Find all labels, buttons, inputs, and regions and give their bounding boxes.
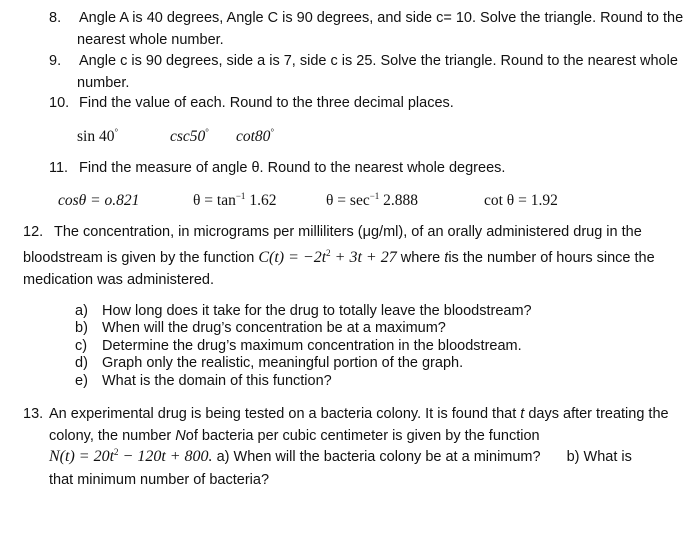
q9-line2: number. bbox=[77, 75, 130, 91]
q12-item-c-label: c) bbox=[75, 338, 88, 354]
q12-number: 12. bbox=[23, 224, 44, 240]
q12-item-d-label: d) bbox=[75, 355, 88, 371]
q11-expr-tan: $\theta = \tan^{-1} 1.62$ bbox=[193, 191, 277, 209]
q12-item-a-text: How long does it take for the drug to totally leave the bloodstream? bbox=[102, 303, 532, 319]
q12-line2-pre: bloodstream is given by the function bbox=[23, 250, 255, 266]
q12-item-c-text: Determine the drug’s maximum concentration in the bloodstream. bbox=[102, 338, 522, 354]
q12-item-b-text: When will the drug’s concentration be at a maximum? bbox=[102, 320, 446, 336]
q12-formula: $C(t) = -2t^2 + 3t + 27$ bbox=[258, 248, 397, 266]
q9-line1: Angle c is 90 degrees, side a is 7, side c is 25. Solve the triangle. Round to the nearest whole bbox=[79, 53, 678, 69]
q13-number: 13. bbox=[23, 406, 44, 422]
q8-number: 8. bbox=[49, 10, 62, 26]
q10-text: Find the value of each. Round to the three decimal places. bbox=[79, 95, 454, 111]
q12-item-d-text: Graph only the realistic, meaningful portion of the graph. bbox=[102, 355, 464, 371]
q11-text: Find the measure of angle θ. Round to the nearest whole degrees. bbox=[79, 160, 506, 176]
q13-line2: colony, the number Nof bacteria per cubic centimeter is given by the function bbox=[49, 428, 540, 444]
q13-line4: that minimum number of bacteria? bbox=[49, 472, 270, 488]
q12-line3: medication was administered. bbox=[23, 272, 215, 288]
q10-expr-cot: cot80° bbox=[236, 127, 275, 145]
q10-number: 10. bbox=[49, 95, 70, 111]
q12-line1: The concentration, in micrograms per milliliters (μg/ml), of an orally administered drug in the bbox=[54, 224, 642, 240]
q12-line2: bloodstream is given by the function $C(t) = -2t^2 + 3t + 27$ where tis the number of hours since the bbox=[23, 248, 655, 266]
q12-item-e-text: What is the domain of this function? bbox=[102, 373, 332, 389]
q11-expr-cot: cot θ = 1.92 bbox=[484, 192, 558, 209]
q12-item-b-label: b) bbox=[75, 320, 88, 336]
q13-formula: $N(t) = 20t^2 - 120t + 800$. bbox=[49, 447, 213, 465]
q13-line3: $N(t) = 20t^2 - 120t + 800$. a) When will the bacteria colony be at a minimum? b) What is bbox=[49, 447, 632, 465]
q11-expr-sec: $\theta = \sec^{-1} 2.888$ bbox=[326, 191, 419, 209]
q11-expr-cos: cosθ = o.821 bbox=[58, 192, 140, 209]
q12-item-e-label: e) bbox=[75, 373, 88, 389]
q13-line1: An experimental drug is being tested on a bacteria colony. It is found that t days after treating the bbox=[49, 406, 669, 422]
q9-number: 9. bbox=[49, 53, 62, 69]
q10-expr-csc: csc50° bbox=[170, 127, 209, 145]
q8-line1: Angle A is 40 degrees, Angle C is 90 degrees, and side c= 10. Solve the triangle. Round to the bbox=[79, 10, 684, 26]
q8-line2: nearest whole number. bbox=[77, 32, 224, 48]
q12-item-a-label: a) bbox=[75, 303, 88, 319]
q10-expr-sin: sin 40° bbox=[77, 127, 119, 145]
q11-number: 11. bbox=[49, 160, 69, 176]
